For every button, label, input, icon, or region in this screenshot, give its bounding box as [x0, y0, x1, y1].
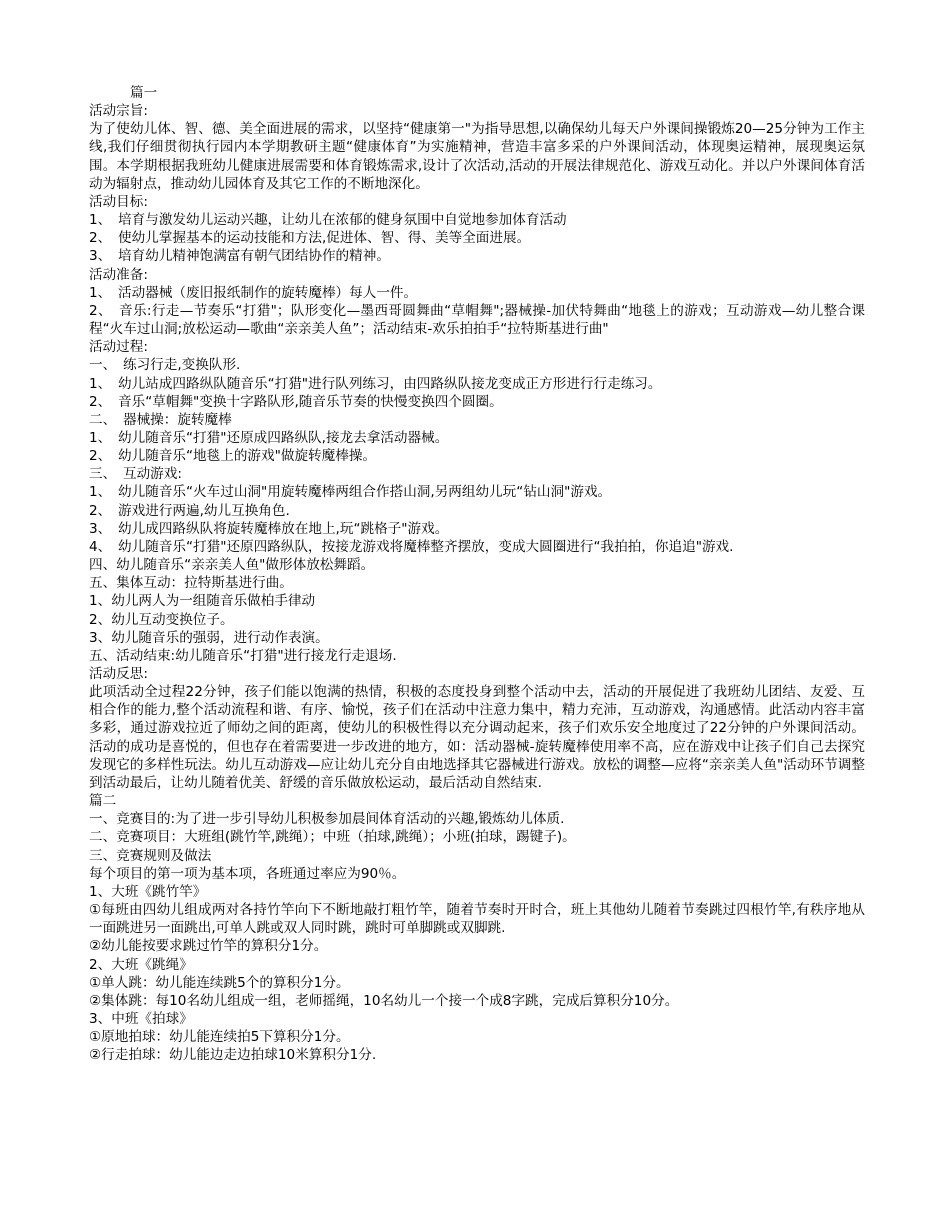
competition-events: 二、竞赛项目：大班组(跳竹竿,跳绳）；中班（拍球,跳绳）；小班(拍球，踢键子)。 [89, 829, 576, 846]
heading-activity-reflection: 活动反思: [89, 666, 148, 682]
event-rule: ②行走拍球：幼儿能边走边拍球10米算积分1分. [89, 1047, 377, 1064]
event-heading: 1、大班《跳竹竿》 [89, 883, 207, 900]
event-rule: ②集体跳：每10名幼儿组成一组，老师摇绳，10名幼儿一个接一个成8字跳，完成后算积分10分。 [89, 992, 679, 1009]
process-step-heading: 五、活动结束:幼儿随音乐“打猎"进行接龙行走退场. [89, 647, 397, 664]
process-substep: 2、幼儿互动变换位子。 [89, 611, 234, 628]
competition-rules-basic: 每个项目的第一项为基本项，各班通过率应为90％。 [89, 865, 406, 882]
process-substep: 1、 幼儿随音乐“打猎"还原成四路纵队,接龙去拿活动器械。 [89, 429, 449, 446]
heading-activity-process: 活动过程: [89, 339, 148, 356]
event-rule: ①单人跳：幼儿能连续跳5个的算积分1分。 [89, 974, 350, 991]
process-step-heading: 一、 练习行走,变换队形. [89, 357, 241, 374]
paragraph-activity-reflection: 此项活动全过程22分钟，孩子们能以饱满的热情，积极的态度投身到整个活动中去，活动的开展促进了我班幼儿团结、友爱、互相合作的能力,整个活动流程和谐、有序、愉悦，孩子们在活动中注意力集中，精力充沛，互动游戏，沟通感情。此活动内容丰富多彩，通过游戏拉近了师幼之间的距离，使幼儿的积极性得以充分调动起来，孩子们欢乐安全地度过了22分钟的户外课间活动。活动的成功是喜悦的，但也存在着需要进一步改进的地方，如：活动器械-旋转魔棒使用率不高，应在游戏中让孩子们自己去探究发现它的多样性玩法。幼儿互动游戏—应让幼儿充分自由地选择其它器械进行游戏。放松的调整—应将“亲亲美人鱼"活动环节调整到活动最后，让幼儿随着优美、舒缓的音乐做放松运动，最后活动自然结束. [89, 684, 865, 791]
event-heading: 3、中班《拍球》 [89, 1010, 193, 1027]
preparation-item: 1、 活动器械（废旧报纸制作的旋转魔棒）每人一件。 [89, 284, 418, 301]
competition-purpose: 一、竞赛目的:为了进一步引导幼儿积极参加晨间体育活动的兴趣,锻炼幼儿体质. [89, 811, 565, 828]
event-rule: ②幼儿能按要求跳过竹竿的算积分1分。 [89, 938, 328, 955]
event-rule: ①原地拍球：幼儿能连续拍5下算积分1分。 [89, 1029, 350, 1046]
goal-item: 2、 使幼儿掌握基本的运动技能和方法,促进体、智、得、美等全面进展。 [89, 230, 531, 247]
process-step-heading: 四、幼儿随音乐“亲亲美人鱼"做形体放松舞蹈。 [89, 557, 375, 574]
event-heading: 2、大班《跳绳》 [89, 956, 193, 973]
process-substep: 2、 音乐“草帽舞"变换十字路队形,随音乐节奏的快慢变换四个圆圈。 [89, 393, 503, 410]
process-step-heading: 五、集体互动：拉特斯基进行曲。 [89, 575, 293, 592]
competition-rules-heading: 三、竞赛规则及做法 [89, 847, 212, 864]
event-rule: ①每班由四幼儿组成两对各持竹竿向下不断地敲打粗竹竿，随着节奏时开时合，班上其他幼儿随着节奏跳过四根竹竿,有秩序地从一面跳进另一面跳出,可单人跳或双人同时跳，跳时可单脚跳或双脚跳. [89, 902, 865, 937]
process-substep: 1、 幼儿随音乐“火车过山洞"用旋转魔棒两组合作搭山洞,另两组幼儿玩“钻山洞"游戏。 [89, 484, 612, 501]
process-substep: 2、 游戏进行两遍,幼儿互换角色. [89, 502, 290, 519]
process-substep: 2、 幼儿随音乐“地毯上的游戏"做旋转魔棒操。 [89, 448, 377, 465]
section-title-part-one: 篇一 [130, 85, 158, 101]
heading-activity-purpose: 活动宗旨: [89, 103, 148, 120]
section-title-part-two: 篇二 [89, 793, 117, 810]
process-substep: 1、幼儿两人为一组随音乐做柏手律动 [89, 593, 316, 610]
process-substep: 4、 幼儿随音乐“打猎"还原四路纵队，按接龙游戏将魔棒整齐摆放，变成大圆圈进行“我拍拍，你追追"游戏. [89, 538, 734, 555]
heading-activity-preparation: 活动准备: [89, 266, 148, 283]
process-substep: 1、 幼儿站成四路纵队随音乐“打猎"进行队列练习，由四路纵队接龙变成正方形进行行走练习。 [89, 375, 662, 392]
goal-item: 1、 培育与激发幼儿运动兴趣，让幼儿在浓郁的健身氛围中自觉地参加体育活动 [89, 212, 567, 229]
paragraph-activity-purpose: 为了使幼儿体、智、德、美全面进展的需求，以坚持“健康第一"为指导思想,以确保幼儿每天户外课间操锻炼20—25分钟为工作主线,我们仔细贯彻执行园内本学期教研主题“健康体育”为实施精神，营造丰富多采的户外课间活动，体现奥运精神，展现奥运氛围。本学期根据我班幼儿健康进展需要和体育锻炼需求,设计了次活动,活动的开展法律规范化、游戏互动化。并以户外课间体育活动为辐射点，推动幼儿园体育及其它工作的不断地深化。 [89, 121, 865, 192]
process-step-heading: 二、 器械操：旋转魔棒 [89, 411, 232, 428]
document-page [89, 84, 865, 1064]
preparation-item: 2、 音乐:行走—节奏乐“打猎"；队形变化—墨西哥圆舞曲“草帽舞";器械操-加伏特舞曲“地毯上的游戏；互动游戏—幼儿整合课程“火车过山洞;放松运动—歌曲“亲亲美人鱼”；活动结束-欢乐拍拍手“拉特斯基进行曲" [89, 302, 865, 338]
process-substep: 3、 幼儿成四路纵队将旋转魔棒放在地上,玩“跳格子"游戏。 [89, 520, 449, 537]
heading-activity-goals: 活动目标: [89, 193, 148, 210]
process-substep: 3、幼儿随音乐的强弱，进行动作表演。 [89, 629, 329, 646]
goal-item: 3、 培育幼儿精神饱满富有朝气团结协作的精神。 [89, 248, 390, 265]
process-step-heading: 三、 互动游戏: [89, 466, 182, 483]
